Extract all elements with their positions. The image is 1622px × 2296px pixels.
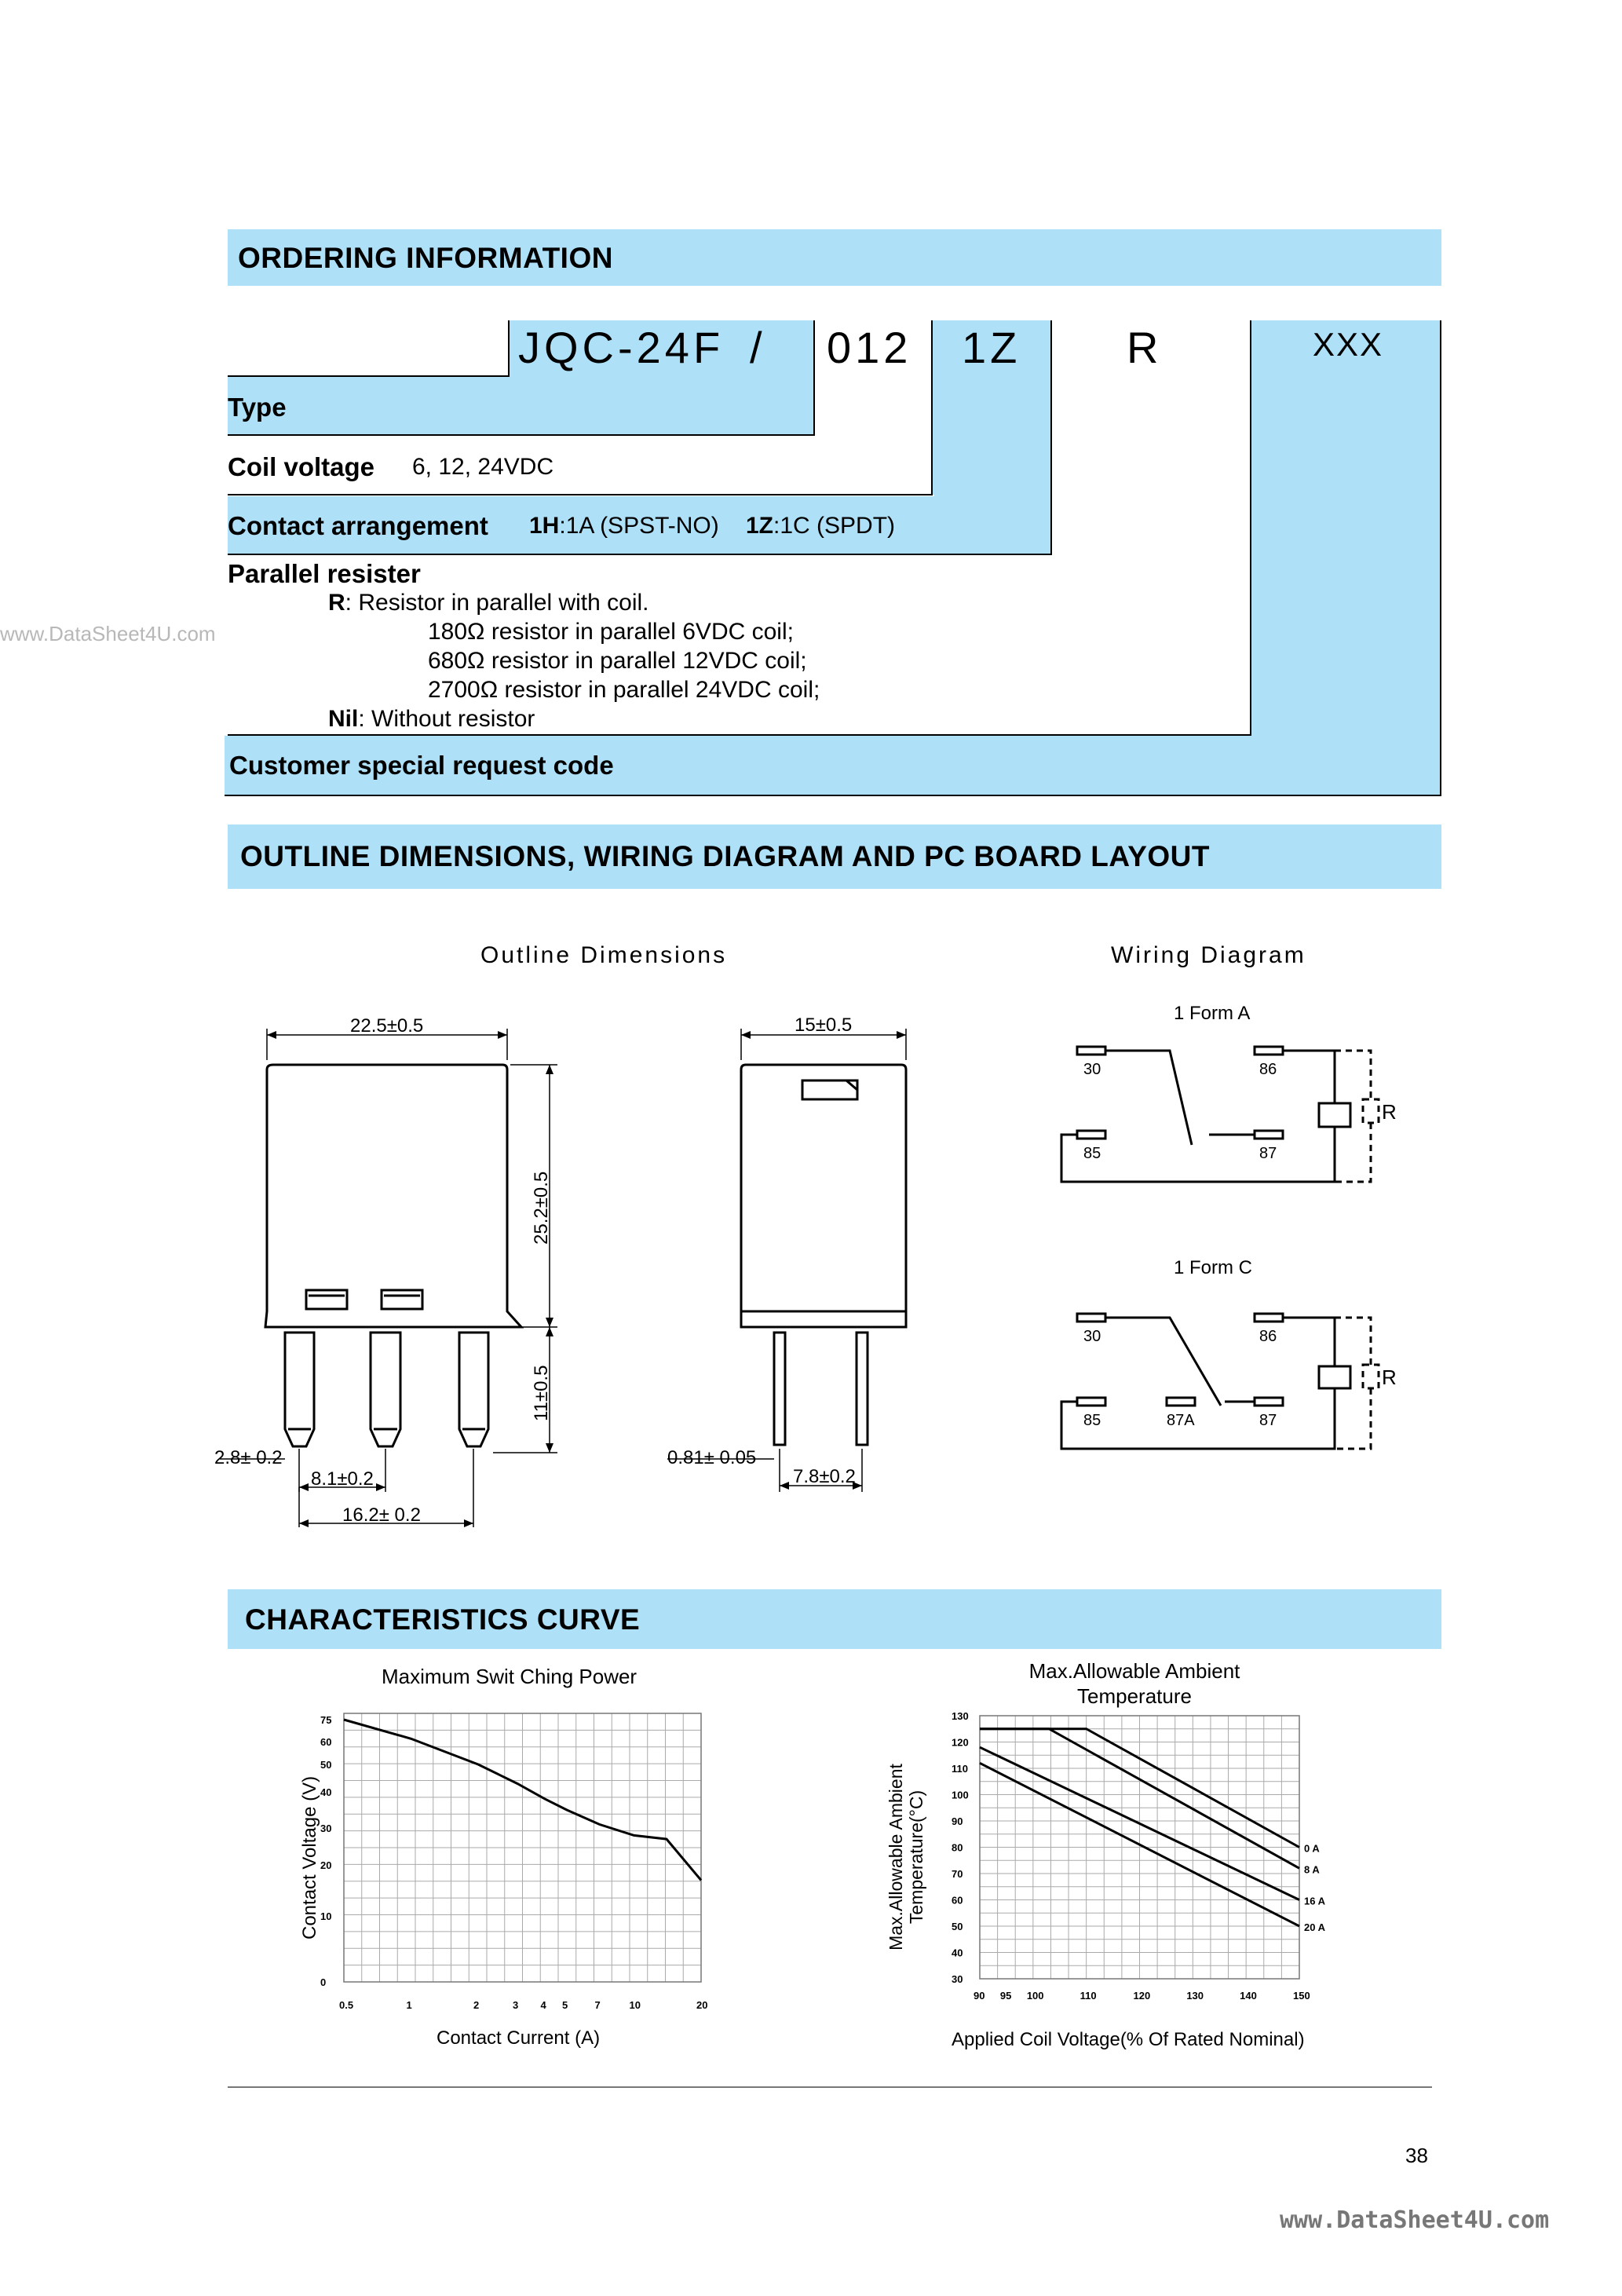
contact-1h-value: :1A (SPST-NO) (559, 513, 719, 539)
chart1-x-tick: 4 (540, 1999, 546, 2011)
chart2-x-tick: 95 (999, 1990, 1012, 2002)
chart1-x-tick: 5 (562, 1999, 568, 2011)
coil-voltage-value: 6, 12, 24VDC (412, 454, 554, 480)
chart2-ylabel-text: Max.Allowable Ambient Temperature(°C) (886, 1764, 926, 1951)
contact-1z-value: :1C (SPDT) (773, 513, 896, 539)
chart2-y-tick: 30 (952, 1973, 963, 1985)
code-resistor: R (1127, 323, 1163, 372)
code-slash: / (750, 323, 766, 372)
chart2-title: Max.Allowable Ambient Temperature (1028, 1659, 1240, 1708)
dim-pin-length: 11±0.5 (531, 1365, 552, 1421)
chart1-y-tick: 10 (320, 1910, 332, 1922)
chart1-y-tick: 30 (320, 1823, 332, 1834)
dim-depth: 15±0.5 (795, 1015, 853, 1036)
code-voltage: 012 (827, 323, 912, 372)
chart2-x-tick: 120 (1133, 1990, 1151, 2002)
chart1-title: Maximum Swit Ching Power (382, 1665, 637, 1688)
chart1-y-tick: 50 (320, 1759, 332, 1771)
resistor-680: 680Ω resistor in parallel 12VDC coil; (428, 648, 807, 674)
chart2-x-tick: 90 (974, 1990, 985, 2002)
resistor-nil-key: Nil (328, 706, 359, 732)
form-a-label-86: 86 (1259, 1061, 1277, 1078)
chart1-xlabel: Contact Current (A) (437, 2027, 601, 2049)
chart2-y-tick: 50 (952, 1921, 963, 1932)
chart2-y-tick: 70 (952, 1868, 963, 1880)
resistor-r-value: : Resistor in parallel with coil. (345, 590, 649, 616)
dim-pin-width: 2.8± 0.2 (214, 1447, 283, 1468)
coil-voltage-label: Coil voltage (228, 452, 375, 481)
chart2-y-tick: 80 (952, 1841, 963, 1854)
chart1-x-tick: 20 (696, 1999, 708, 2011)
code-customer: XXX (1313, 326, 1384, 363)
outline-dimensions-title: Outline Dimensions (480, 942, 728, 968)
chart2-series-label: 0 A (1304, 1842, 1320, 1855)
resistor-2700: 2700Ω resistor in parallel 24VDC coil; (428, 677, 820, 703)
chart2-y-tick: 110 (952, 1763, 968, 1775)
form-a-label-r: R (1382, 1100, 1397, 1124)
dim-width: 22.5±0.5 (350, 1015, 424, 1036)
chart1-ylabel: Contact Voltage (V) (299, 1775, 320, 1940)
characteristics-header: CHARACTERISTICS CURVE (245, 1603, 641, 1636)
form-a-label-87: 87 (1259, 1145, 1277, 1162)
chart1-x-tick: 7 (594, 1999, 601, 2011)
chart2-x-tick: 140 (1240, 1990, 1257, 2002)
type-label: Type (228, 393, 287, 422)
chart1-x-tick: 1 (406, 1999, 412, 2011)
chart1-y-tick: 75 (320, 1714, 332, 1726)
watermark-left: www.DataSheet4U.com (0, 622, 216, 645)
chart2-xlabel: Applied Coil Voltage(% Of Rated Nominal) (952, 2029, 1305, 2050)
form-c-label-85: 85 (1083, 1412, 1101, 1429)
chart2-y-tick: 130 (952, 1710, 969, 1722)
form-c-label-30: 30 (1083, 1328, 1101, 1345)
dim-pitch-3: 7.8±0.2 (793, 1466, 856, 1487)
chart2-series-label: 20 A (1304, 1921, 1325, 1933)
chart1-x-tick: 3 (513, 1999, 519, 2011)
chart1-y-tick: 0 (320, 1976, 327, 1988)
wiring-diagram-title: Wiring Diagram (1111, 942, 1306, 968)
form-c-title: 1 Form C (1174, 1257, 1253, 1278)
chart2-y-tick: 100 (952, 1789, 969, 1801)
customer-request-label: Customer special request code (229, 751, 614, 780)
chart1-x-tick: 0.5 (339, 1999, 354, 2011)
chart1-x-tick: 10 (629, 1999, 641, 2011)
contact-1z-key: 1Z (746, 513, 774, 539)
form-c-label-87: 87 (1259, 1412, 1277, 1429)
chart1-y-tick: 60 (320, 1736, 332, 1748)
resistor-nil-value: : Without resistor (358, 706, 535, 732)
dim-pitch-2: 16.2± 0.2 (342, 1504, 421, 1526)
chart1-y-tick: 20 (320, 1859, 332, 1871)
contact-arrangement-label: Contact arrangement (228, 511, 488, 540)
chart2-y-tick: 40 (952, 1947, 963, 1959)
chart2-y-tick: 60 (952, 1894, 963, 1907)
resistor-180: 180Ω resistor in parallel 6VDC coil; (428, 619, 794, 645)
dim-pitch-1: 8.1±0.2 (311, 1468, 374, 1490)
form-a-title: 1 Form A (1174, 1003, 1251, 1024)
page-number: 38 (1405, 2144, 1428, 2167)
outline-header: OUTLINE DIMENSIONS, WIRING DIAGRAM AND PC BOARD LAYOUT (240, 840, 1210, 872)
dim-height: 25.2±0.5 (531, 1171, 552, 1245)
chart2-x-tick: 110 (1080, 1990, 1097, 2002)
chart2-y-tick: 120 (952, 1736, 969, 1749)
chart2-series-label: 16 A (1304, 1895, 1325, 1907)
chart1-x-tick: 2 (473, 1999, 480, 2011)
dim-pin-thickness: 0.81± 0.05 (667, 1447, 757, 1468)
resistor-r-key: R (328, 590, 345, 616)
code-contact: 1Z (962, 323, 1021, 372)
form-c-label-87a: 87A (1167, 1412, 1195, 1429)
form-c-label-86: 86 (1259, 1328, 1277, 1345)
form-a-label-85: 85 (1083, 1145, 1101, 1162)
code-model: JQC-24F (518, 323, 725, 372)
chart1-y-tick: 40 (320, 1786, 332, 1798)
chart2-x-tick: 130 (1186, 1990, 1204, 2002)
contact-1h-key: 1H (529, 513, 560, 539)
chart2-y-tick: 90 (952, 1815, 963, 1827)
parallel-resister-label: Parallel resister (228, 559, 421, 588)
form-c-label-r: R (1382, 1366, 1397, 1389)
footer-rule (228, 2086, 1432, 2088)
chart2-x-tick: 100 (1026, 1990, 1044, 2002)
ordering-header: ORDERING INFORMATION (238, 242, 613, 274)
form-a-label-30: 30 (1083, 1061, 1101, 1078)
watermark-bottom: www.DataSheet4U.com (1280, 2206, 1550, 2234)
chart2-x-tick: 150 (1293, 1990, 1310, 2002)
chart2-series-label: 8 A (1304, 1863, 1320, 1876)
